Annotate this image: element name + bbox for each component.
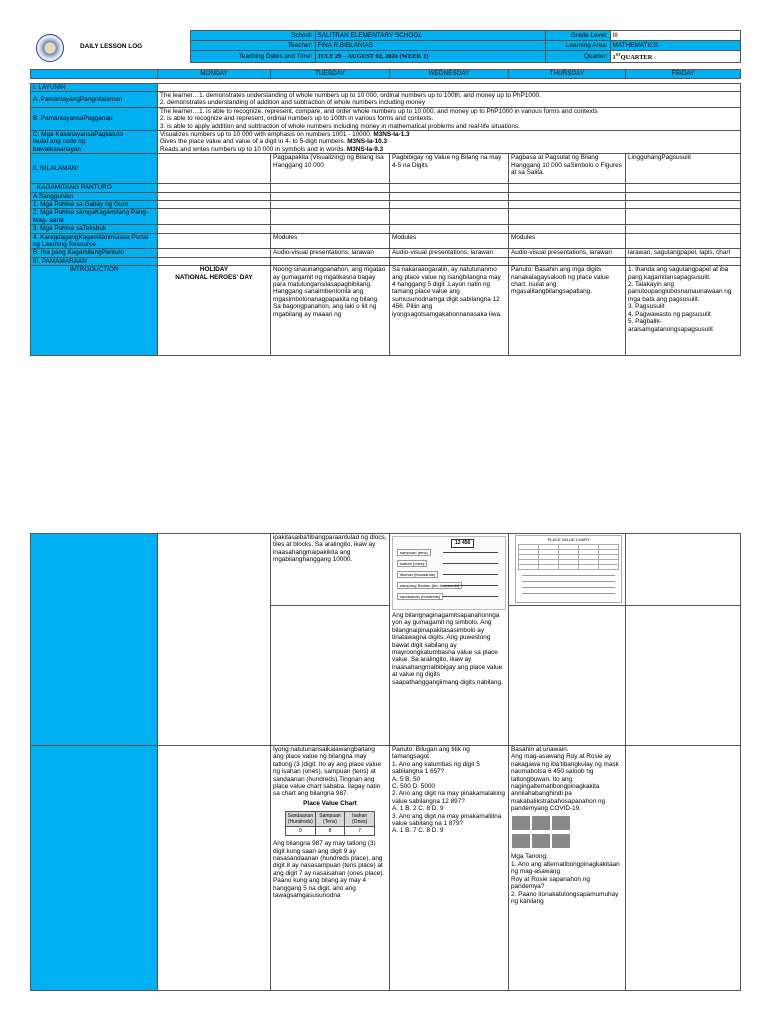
lr-monday (158, 233, 271, 249)
diagram-label: isahan (ones) (397, 560, 427, 567)
intro-tuesday: Noong sinaunangpanahon, ang mgatao ay gumagamit ng mgalikasna bagay para matulungansilasapagbibilang. Hanggang sanaimbentonila ang mgasimbolonanagpapakita ng bilang. Sa bagongpanahon, ang iaki o liit ng mgabilang ay maaari ng (271, 266, 390, 356)
iba-friday: larawan, sagutangpapel, lapis, chart (626, 249, 741, 257)
sanggunian-label: A.Sanggunian (31, 192, 158, 200)
kasanayan: Visualizes numbers up to 10 000 with emphasis on numbers 1001 - 10000. M3NS-Ia-1.3 Gives the place value and value of a digit in 4- to 5-digit numbers. M3NS-Ia-10.3 Reads and writes numbers up to 10 000 in symbols and in words. M3NS-Ia-9.3 (158, 130, 741, 153)
intro-wednesday: Sa nakaraangaralin, ay natutunanmo ang place value ng isangbilangna may 4 hanggang 5 digit .Layon natin ng tamang place value ang sumusunodnamga digit sabilangna 12 456. Piliin ang iyongsagotsamgakahonnanasaka liwa. (390, 266, 509, 356)
intro-thursday: Panuto: Basahin ang mga digits nanakalagaysaloob ng place value chart. Isulat ang mgasalitangbilangsapatlang. (509, 266, 626, 356)
place-value-chart-image (515, 535, 622, 603)
day-header-friday: FRIDAY (626, 69, 741, 78)
nilalaman-wednesday: Pagbibigay ng Value ng Bilang na may 4-5 na Digits (390, 154, 509, 184)
pamamaraan-label: III. PAMAMARAAN (31, 257, 158, 265)
tue-bottom: Iyong natutunansaikalawangbaitang ang place value ng bilangna may tatlong (3 )digit. Ito ay ang place value ng isahan (ones), sampuan (tens) at sandaanan (hundreds).Tingnan ang place value chart sababa. Ilagay natin sa chart ang bilangna 987. Place Value Chart Sandaanan (Hundreds) Sampuan (Tens) Isahan (Ones) 9 8 7 Ang bilangna 987 ay may tatlong (3) digit kung saan ang digit 9 ay nasasandaanan (hundreds place), ang digit 8 ay nasasampuan (tens place) at ang digit 7 ay nasaisahan (ones place). Paano kung ang bilang ay may 4 hanggang 5 na digit, ano ang tawagsamgasusunodna (271, 746, 390, 991)
main-table-1 (30, 69, 741, 357)
monday-holiday: HOLIDAY NATIONAL HEROES' DAY (158, 266, 271, 356)
day-header-tuesday: TUESDAY (271, 69, 390, 78)
diagram-label: libuhan (thousands) (397, 571, 438, 578)
iba-thursday: Audio-visual presentations, larawan (509, 249, 626, 257)
nilalaman-thursday: Pagbasa at Pagsulat ng Bilang Hanggang 10 000 saSimbolo o Figures at sa Salita. (509, 154, 626, 184)
pamantayang-pangnilalaman-label: A .PamantayangPangnilalaman (31, 91, 158, 107)
quarter-label: Quarter: (545, 51, 610, 63)
main-table-2 (30, 533, 741, 991)
wed-top (390, 534, 509, 746)
layunin-label: I. LAYUNIN (31, 83, 158, 91)
diagram-number: 12 456 (451, 539, 474, 548)
diagram-label: sampuan (tens) (397, 549, 431, 556)
nilalaman-label: II. NILALAMAN/ (31, 154, 158, 184)
lr-friday (626, 233, 741, 249)
mask-image (512, 816, 530, 830)
mask-image (552, 816, 570, 830)
teksbuk-label: 3. Mga Pahina saTeksbuk (31, 225, 158, 233)
mask-images (511, 815, 623, 852)
kasanayan-label: C. Mga KasanayansaPagkatuto Isulat ang code ng bawatkasanayan (31, 130, 158, 153)
nilalaman-tuesday: Pagpapakita (Visualizing) ng Bilang Isa Hanggang 10 000 (271, 154, 390, 184)
lr-wednesday: Modules (390, 233, 509, 249)
iba-wednesday: Audio-visual presentations, larawan (390, 249, 509, 257)
dates-value: JULY 29 – AUGUST 02, 2024 (WEEK 1) (315, 51, 545, 63)
mask-image (552, 834, 570, 848)
nilalaman-monday (158, 154, 271, 184)
dll-title: DAILY LESSON LOG (80, 42, 143, 50)
place-value-diagram-image (392, 536, 506, 610)
iba-monday (158, 249, 271, 257)
lr-tuesday: Modules (271, 233, 390, 249)
school-label: School: (190, 31, 315, 41)
gabay-label: 1. Mga Pahina sa Gabay ng Guro (31, 201, 158, 209)
diagram-label: sampung libuhan (ten thousands) (397, 582, 462, 589)
deped-seal-icon (36, 34, 64, 62)
school-value: SALITRAN ELEMENTARY SCHOOL (315, 31, 545, 41)
grade-label: Grade Level: (545, 31, 610, 41)
teacher-label: Teacher: (190, 41, 315, 51)
pamantayan-sa-pagganap: The learner…1. is able to recognize, represent, compare, and order whole numbers up to 10 000, and money up to PhP1000 in various forms and contexts 2. is able to recognize and represent, ordinal numbers up to 100th in various forms and contexts. 3. is able to apply addition and subtraction of whole numbers including money in mathematical problems and real-life situations. (158, 107, 741, 130)
area-label: Learning Area: (545, 41, 610, 51)
day-header-blank (31, 69, 158, 78)
page-2 (30, 533, 740, 991)
day-header-wednesday: WEDNESDAY (390, 69, 509, 78)
tue-top: ipakitasaiba'tibangparaantulad ng dlocs, tiles at blocks. Sa aralingito, ikaw ay inaasahangmaipakikita ang mgabilanghanggang 10000. (271, 534, 390, 606)
header-table (30, 30, 741, 63)
mask-image (532, 834, 550, 848)
nilalaman-friday: LingguhangPagsusulit (626, 154, 741, 184)
kagamitang-pang-label: 2. Mga Pahina samgaKagamitang Pang- Mag- aaral (31, 209, 158, 225)
pamantayang-pangnilalaman: The learner…1. demonstrates understanding of whole numbers up to 10 000, ordinal numbers up to 100th, and money up to PhP1000. 2. demonstrates understanding of addition and subtraction of whole numbers including money (158, 91, 741, 107)
pv-chart-title: Place Value Chart (303, 799, 357, 807)
grade-value: III (610, 31, 740, 41)
lr-thursday: Modules (509, 233, 626, 249)
wed-mid-text: Ang bilangnaginagamitsapanahonnga yon ay gumagamit ng simbolo. Ang bilangnaipinapakitasasimbolo ay tinatawagna digits. Ang puwestong bawat digit sabilang ay mayroongkatumbasna value sa place value. Sa aralingito, ikaw ay inaasahangmaibibigay ang place value at value ng digits saapathanggangiimang digits nabilang. (392, 612, 503, 686)
thu-bottom: Basahin at unawain. Ang mag-asawang Roy at Rosie ay nakagawa ng iba'tibangkulay ng mask naumabotsa 6 450 saloob ng tatlongbuwan. Ito ang nagingalternatibongpinagkakita annilahabanghindi pa makabalikstrabahosapanahon ng pandemyang COVID-19. Mga Tanong: 1. Ano ang alternatibongpinagkakitaan ng mag-asawang Roy at Rosie sapanahon ng pandemya? 2. Paano itonakatulongsapamumuhay ng kanilang (509, 746, 626, 991)
area-value: MATHEMATICS (610, 41, 740, 51)
mask-image (532, 816, 550, 830)
lr-label: 4. KaragdagangKagamitanmulasa Portal ng Learning Resource (31, 233, 158, 249)
diagram-label: sandaanan (hundreds) (397, 593, 443, 600)
pamantayan-sa-pagganap-label: B .PamantayansaPagganap (31, 107, 158, 130)
kagamitang-label: KAGAMITANG PANTURO (31, 184, 158, 192)
iba-label: B. Iba pang KagamitangPanturo (31, 249, 158, 257)
thu-top (509, 534, 626, 606)
day-header-thursday: THURSDAY (509, 69, 626, 78)
quarter-value: 1STQUARTER (610, 51, 740, 63)
wed-bottom: Panuto: Bilugan ang titik ng tamangsagot. 1. Ano ang katumbas ng digit 5 sabilangna 1 657? A. 5 B. 50 C. 500 D. 5000 2. Ano ang digit na may pinakamalaking value sabilangna 12 897? A. 1 B. 2 C. 8 D. 9 3. Ano ang digit na may pinakamaliitna value sabilang na 1 879? A. 1 B. 7 C. 8 D. 9 (390, 746, 509, 991)
iba-tuesday: Audio-visual presentations, larawan (271, 249, 390, 257)
dates-label: Teaching Dates and Time: (190, 51, 315, 63)
day-header-monday: MONDAY (158, 69, 271, 78)
mini-chart-title: PLACE VALUE CHART (547, 537, 590, 542)
introduction-label: INTRODUCTION (31, 266, 158, 356)
teacher-value: FINA R.BIBLANIAS (315, 41, 545, 51)
page-1 (30, 30, 740, 356)
pv-chart-table: Sandaanan (Hundreds) Sampuan (Tens) Isahan (Ones) 9 8 7 (285, 811, 375, 836)
mask-image (512, 834, 530, 848)
intro-friday: 1. Ihanda ang sagutangpapel at iba pang kagamitansapagsusulit. 2. Talakayin ang panutoupanglubosnamaunawaan ng mga bata ang pagsusulit. 3. Pagsusulit 4. Pagwawasto ng pagsusulit 5. Pagbalik-aralsamgatanongsapagsusulit (626, 266, 741, 356)
